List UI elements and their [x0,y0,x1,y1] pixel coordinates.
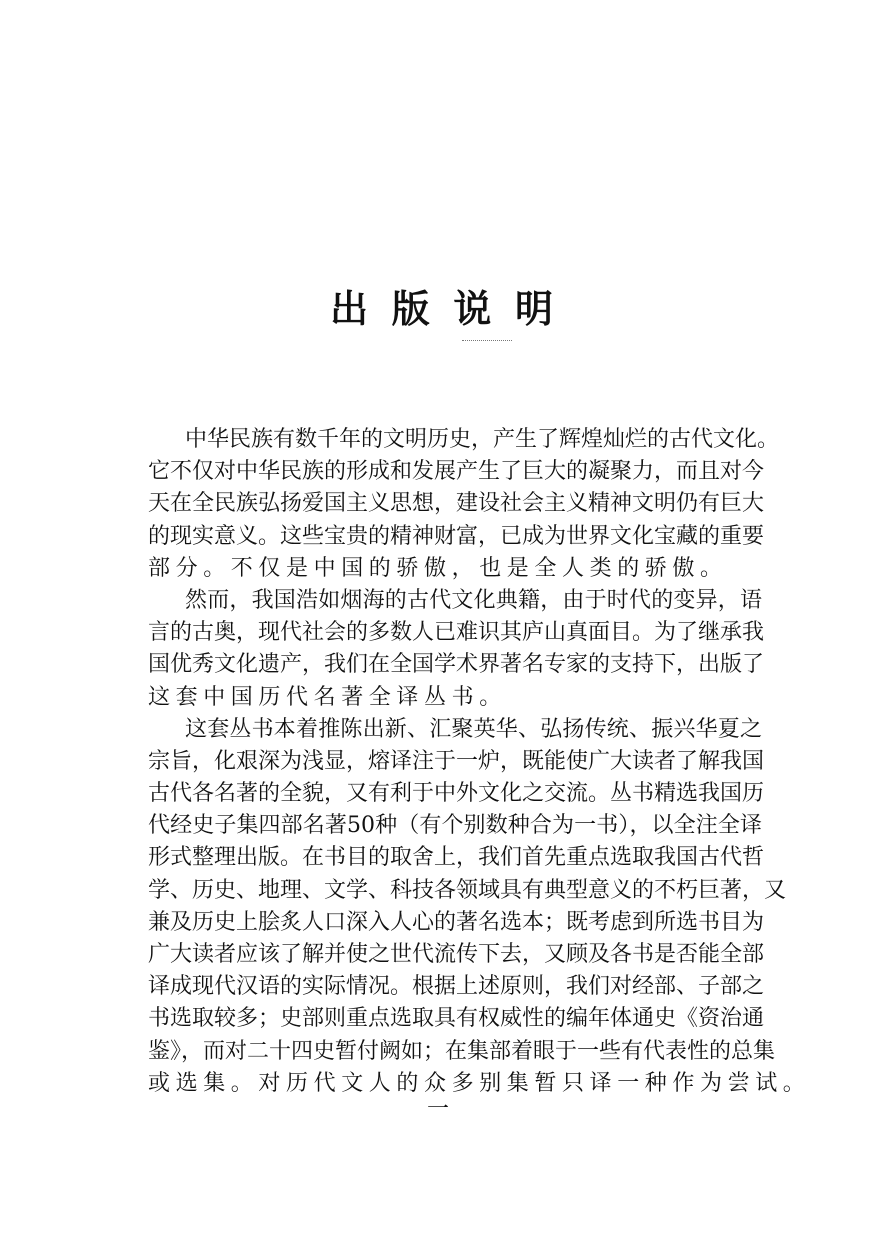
text-line: 中华民族有数千年的文明历史，产生了辉煌灿烂的古代文化。 [185,427,780,452]
title-ornament [462,340,512,349]
paragraph-3 [148,714,811,1100]
paragraph-2 [148,585,765,714]
text-line: 国优秀文化遗产，我们在全国学术界著名专家的支持下，出版了 [148,652,765,678]
text-line: 的现实意义。这些宝贵的精神财富，已成为世界文化宝藏的重要 [148,523,765,549]
text-line: 兼及历史上脍炙人口深入人心的著名选本；既考虑到所选书目为 [148,909,765,935]
text-line: 广大读者应该了解并使之世代流传下去，又顾及各书是否能全部 [148,942,765,967]
text-line: 宗旨，化艰深为浅显，熔译注于一炉，既能使广大读者了解我国 [148,748,765,774]
text-line: 言的古奥，现代社会的多数人已难识其庐山真面目。为了继承我 [148,620,765,646]
text-line: 书选取较多；史部则重点选取具有权威性的编年体通史《资治通 [148,1006,765,1032]
page-title: 出版说明 [330,286,555,331]
text-line: 代经史子集四部名著50种（有个别数种合为一书），以全注全译 [148,813,762,839]
text-line: 或选集。对历代文人的众多别集暂只译一种作为尝试。 [148,1070,811,1096]
text-line: 学、历史、地理、文学、科技各领域具有典型意义的不朽巨著，又 [148,877,787,903]
text-line: 这套中国历代名著全译丛书。 [148,684,507,710]
paragraph-1 [148,424,780,585]
text-line: 然而，我国浩如烟海的古代文化典籍，由于时代的变异，语 [185,587,762,613]
text-line: 天在全民族弘扬爱国主义思想，建设社会主义精神文明仍有巨大 [148,491,765,517]
document-body [148,424,811,1100]
text-line: 古代各名著的全貌，又有利于中外文化之交流。丛书精选我国历 [148,781,765,807]
text-line: 部分。不仅是中国的骄傲，也是全人类的骄傲。 [148,555,728,581]
text-line: 形式整理出版。在书目的取舍上，我们首先重点选取我国古代哲 [148,845,765,871]
text-line: 译成现代汉语的实际情况。根据上述原则，我们对经部、子部之 [148,974,765,1000]
text-line: 它不仅对中华民族的形成和发展产生了巨大的凝聚力，而且对今 [148,459,765,485]
text-line: 这套丛书本着推陈出新、汇聚英华、弘扬传统、振兴华夏之 [185,716,762,742]
page-number: 一 [426,1097,449,1122]
text-line: 鉴》，而对二十四史暂付阙如；在集部着眼于一些有代表性的总集 [148,1038,776,1064]
